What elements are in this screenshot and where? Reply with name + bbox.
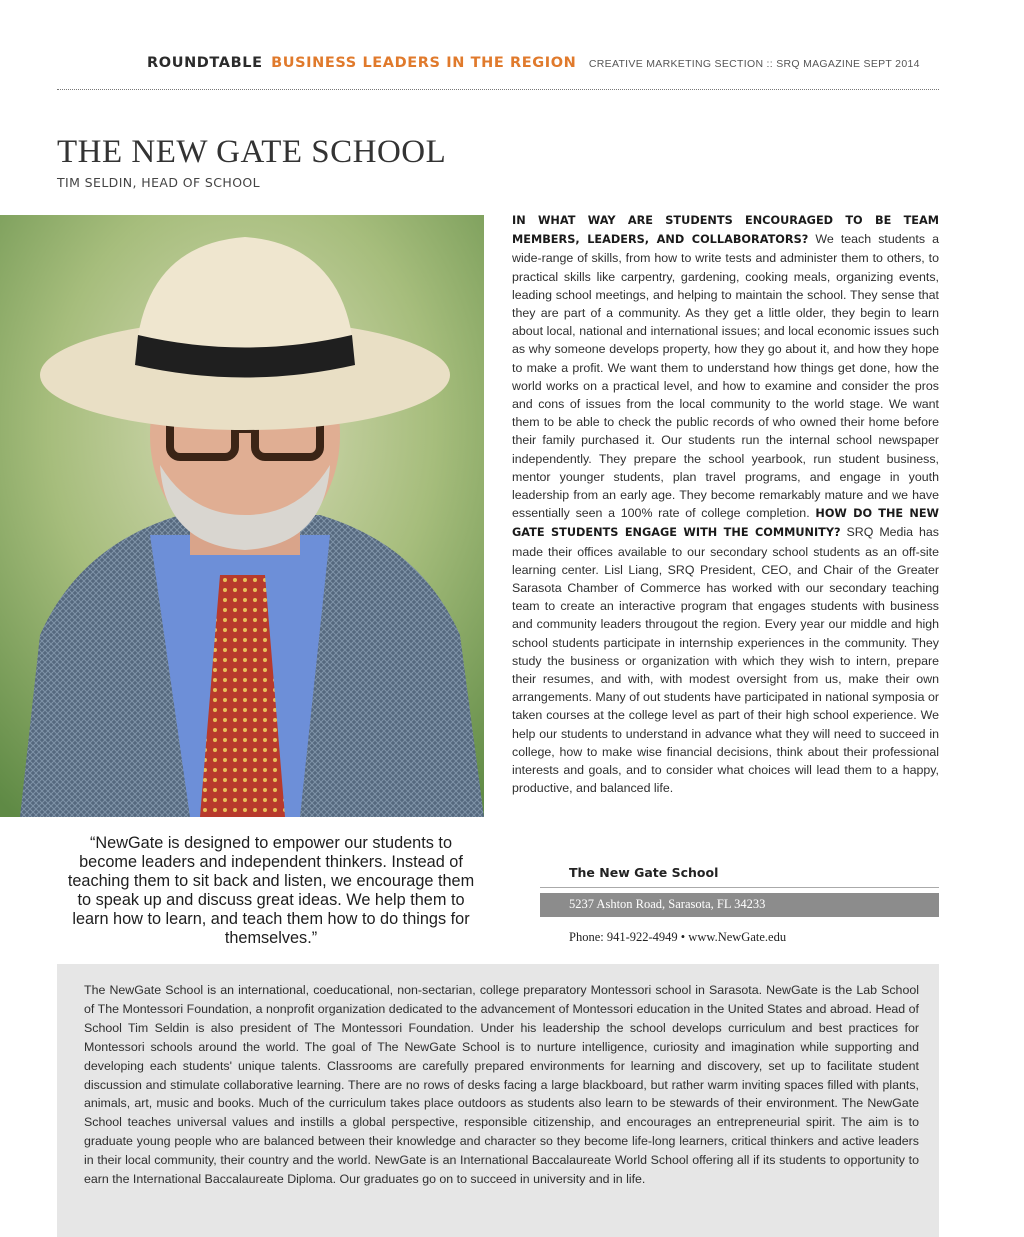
page-title: THE NEW GATE SCHOOL [57, 134, 447, 170]
about-box [57, 964, 939, 1237]
header-divider [57, 89, 939, 90]
page-subtitle: TIM SELDIN, HEAD OF SCHOOL [57, 175, 261, 190]
contact-address: 5237 Ashton Road, Sarasota, FL 34233 [540, 893, 939, 917]
header-section-title: BUSINESS LEADERS IN THE REGION [271, 55, 577, 71]
answer-1: We teach students a wide-range of skills, from how to write tests and administer them to others, to practical skills like carpentry, gardening, cooking meals, organizing events, leading school meetings, and helping to maintain the school. They sense that they are part of a community. As they get a little older, they begin to learn about local, national and international issues; and local economic issues such as why someone develops property, how they go about it, and how they hope to make a profit. We want them to understand how things get done, how the world works on a practical level, and how to examine and consider the pros and cons of issues from the local community to the world stage. We want them to be able to check the public records of who owned their home before their family purchased it. Our students run the internal school newspaper independently. They prepare the school yearbook, run student business, mentor younger students, plan travel programs, and engage in youth leadership from an early age. They become remarkably mature and we have essentially seen a 100% rate of college completion. [512, 232, 939, 521]
answer-2: SRQ Media has made their offices available to our secondary school students as an off-site learning center. Lisl Liang, SRQ President, CEO, and Chair of the Greater Sarasota Chamber of Commerce has worked with our secondary teaching team to create an interactive program that engages students with business and community leaders througout the region. Every year our middle and high school students participate in internship experiences in the community. They study the business or organization with which they wish to intern, prepare their resumes, and with, with modest oversight from us, make their own arrangements. Many of out students have participated in national symposia or taken courses at the college level as part of their high school experience. We help our students to understand in advance what they will need to succeed in college, how to make wise financial decisions, think about their professional interests and goals, and to consider what choices will lead them to a happy, productive, and balanced life. [512, 525, 939, 796]
contact-divider [540, 887, 939, 888]
portrait-photo [0, 215, 484, 817]
header-roundtable: ROUNDTABLE [147, 55, 263, 71]
question-2: HOW DO THE NEW GATE STUDENTS ENGAGE WITH THE COMMUNITY? [512, 507, 939, 540]
question-1: IN WHAT WAY ARE STUDENTS ENCOURAGED TO BE TEAM MEMBERS, LEADERS, AND COLLABORATORS? [512, 214, 939, 247]
contact-phone-web[interactable]: Phone: 941-922-4949 • www.NewGate.edu [569, 930, 787, 944]
section-header [147, 54, 939, 76]
contact-school-name: The New Gate School [569, 865, 719, 880]
header-issue-info: CREATIVE MARKETING SECTION :: SRQ MAGAZINE SEPT 2014 [588, 58, 920, 70]
portrait-illustration [0, 215, 484, 817]
pull-quote: “NewGate is designed to empower our students to become leaders and independent thinkers. Instead of teaching them to sit back and listen, we encourage them to speak up and discuss great ideas. We help them to learn how to learn, and teach them how to do things for themselves.” [67, 834, 475, 948]
interview-text [512, 211, 939, 798]
about-text: The NewGate School is an international, coeducational, non-sectarian, college preparatory Montessori school in Sarasota. NewGate is the Lab School of The Montessori Foundation, a nonprofit organization dedicated to the advancement of Montessori education in the United States and abroad. Head of School Tim Seldin is also president of The Montessori Foundation. Under his leadership the school develops curriculum and best practices for Montessori schools around the world. The goal of The NewGate School is to nurture intelligence, curiosity and imagination while supporting and developing each students' unique talents. Classrooms are carefully prepared environments for learning and discovery, set up to facilitate student discussion and stimulate collaborative learning. There are no rows of desks facing a large blackboard, but rather warm inviting spaces filled with plants, animals, art, music and books. Much of the curriculum takes place outdoors as students also learn to be stewards of their environment. The NewGate School teaches universal values and instills a global perspective, responsible citizenship, and encourages an entrepreneurial spirit. The aim is to graduate young people who are balanced between their knowledge and character so they become life-long learners, critical thinkers and active leaders in their local community, their country and the world. NewGate is an International Baccalaureate World School offering all if its students to opportunity to earn the International Baccalaureate Diploma. Our graduates go on to succeed in university and in life. [84, 983, 919, 1187]
